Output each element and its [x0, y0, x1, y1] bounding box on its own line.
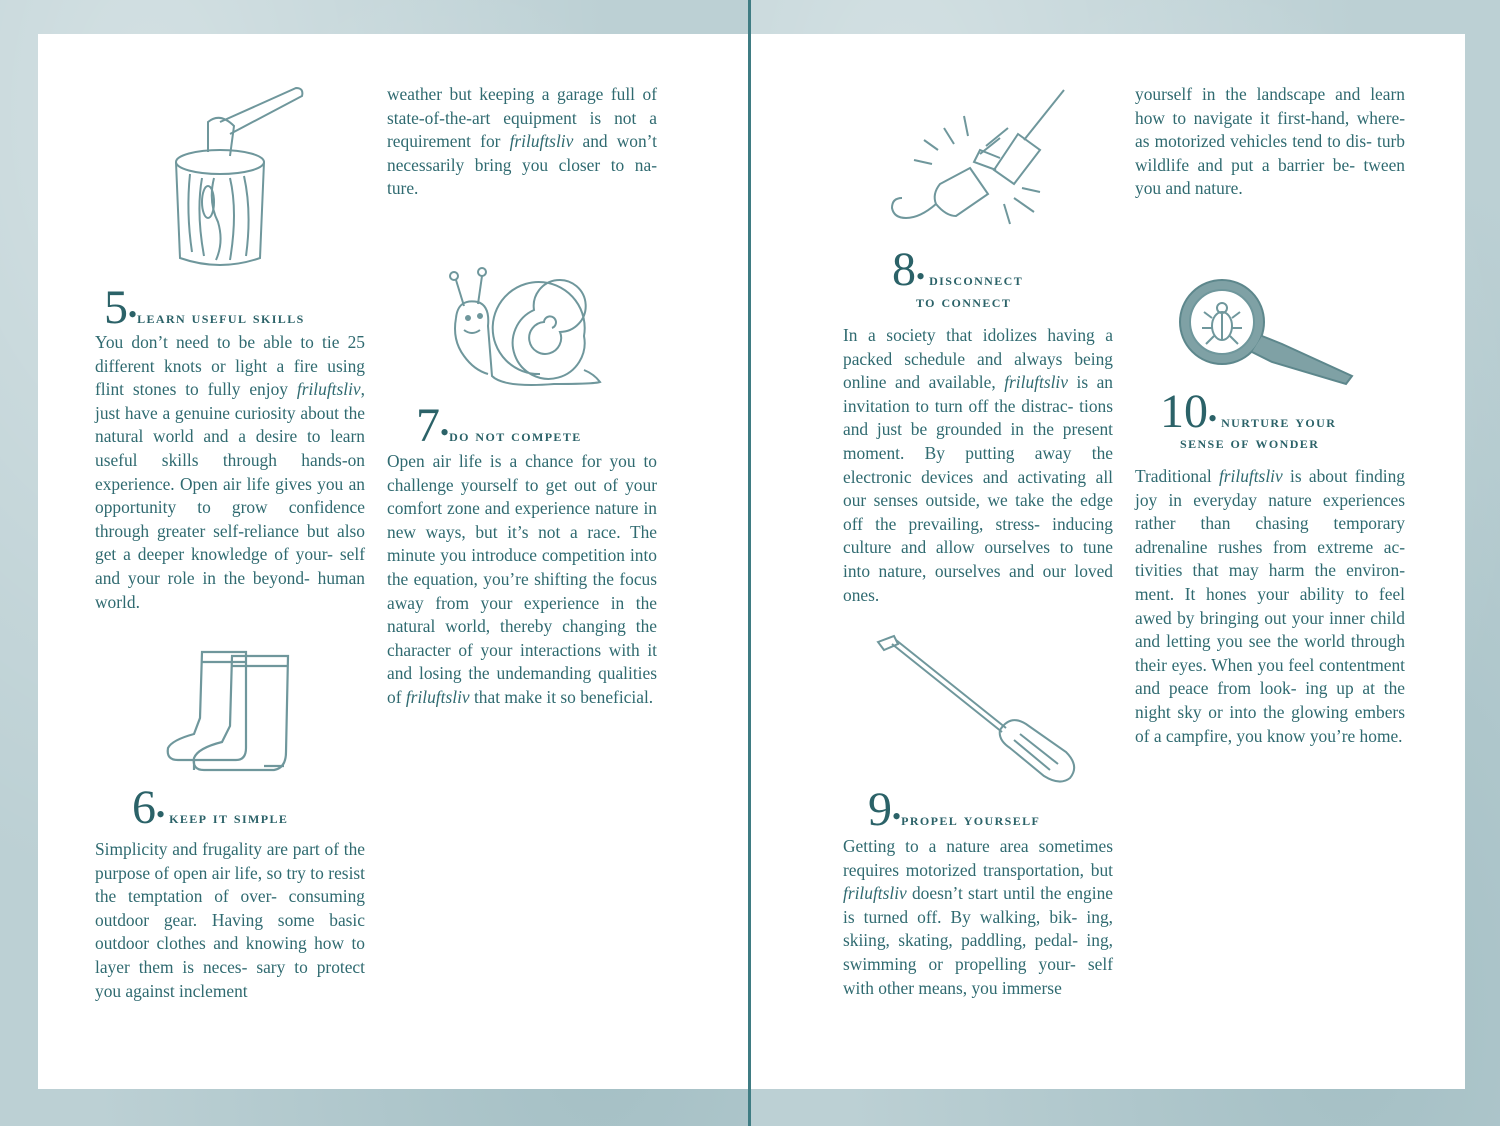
section-8-subtitle: to connect: [916, 292, 1012, 311]
section-9-body: [843, 835, 1113, 1000]
section-7-heading: [416, 399, 582, 457]
section-9-heading: [868, 783, 1041, 841]
paragraph: yourself in the landscape and learn how to navigate it first-hand, where- as motorized vehicles tend to dis- turb wildlife and put a barrier be- tween you and nature.: [1135, 84, 1405, 199]
paragraph: weather but keeping a garage full of state-of-the-art equipment is not a requirement for friluftsliv and won’t necessarily bring you closer to na- ture.: [387, 84, 657, 199]
section-number: 7•: [416, 399, 450, 452]
section-title: disconnect: [929, 270, 1024, 289]
continued-text-left: [387, 83, 657, 201]
section-title: learn useful skills: [137, 308, 305, 327]
unplugged-cord-icon: [884, 88, 1070, 232]
section-8-body: [843, 324, 1113, 607]
section-number: 6•: [132, 781, 166, 834]
section-7-body: [387, 450, 657, 710]
paragraph: Traditional friluftsliv is about finding joy in everyday nature experiences rather than chasing temporary adrenaline rushes from extreme ac- tivities that may harm the environ- ment. It hones your ability to feel awed by bringing out your inner child and letting you see the world through their eyes. When you feel contentment and peace from look- ing up at the night sky or into the glowing embers of a campfire, you know you’re home.: [1135, 466, 1405, 746]
section-6-heading: [132, 781, 289, 839]
section-6-body: [95, 838, 365, 1003]
snail-icon: [444, 266, 604, 392]
continued-text-right: [1135, 83, 1405, 201]
section-title: propel yourself: [901, 810, 1041, 829]
section-10-body: [1135, 465, 1405, 748]
section-title: do not compete: [449, 426, 582, 445]
section-10-subtitle: sense of wonder: [1180, 433, 1320, 452]
section-title: keep it simple: [169, 808, 289, 827]
section-number: 8•: [892, 243, 926, 296]
section-title: nurture your: [1221, 412, 1337, 431]
magnifying-glass-beetle-icon: [1176, 274, 1356, 396]
paragraph: You don’t need to be able to tie 25 different knots or light a fire using flint stones to fully enjoy friluftsliv, just have a genuine curiosity about the natural world and a desire to learn useful skills through hands-on experience. Open air life gives you an opportunity to grow confidence through greater self-reliance but also get a deeper knowledge of your- self and your role in the beyond- human world.: [95, 332, 365, 612]
axe-in-stump-icon: [168, 82, 308, 272]
paragraph: In a society that idolizes having a packed schedule and always being online and available, friluftsliv is an invitation to turn off the distrac- tions and just be grounded in the present moment. By putting away the electronic devices and activating all our senses outside, we take the edge off the prevailing, stress- inducing culture and allow ourselves to tune into nature, ourselves and our loved ones.: [843, 325, 1113, 605]
paddle-icon: [874, 632, 1080, 788]
section-number: 9•: [868, 783, 902, 836]
section-5-body: [95, 331, 365, 614]
rubber-boots-icon: [164, 648, 294, 776]
section-number: 10•: [1160, 385, 1218, 438]
section-number: 5•: [104, 281, 138, 334]
paragraph: Open air life is a chance for you to challenge yourself to get out of your comfort zone and experience nature in new ways, but it’s not a race. The minute you introduce competition into the equation, you’re shifting the focus away from your experience in the natural world, thereby changing the character of your interactions with it and losing the undemanding qualities of friluftsliv that make it so beneficial.: [387, 451, 657, 707]
paragraph: Getting to a nature area sometimes requires motorized transportation, but friluftsliv doesn’t start until the engine is turned off. By walking, bik- ing, skiing, skating, paddling, pedal- ing, swimming or propelling your- self with other means, you immerse: [843, 836, 1113, 998]
paragraph: Simplicity and frugality are part of the purpose of open air life, so try to resist the temptation of over- consuming outdoor gear. Having some basic outdoor clothes and knowing how to layer them is neces- sary to protect you against inclement: [95, 839, 365, 1001]
